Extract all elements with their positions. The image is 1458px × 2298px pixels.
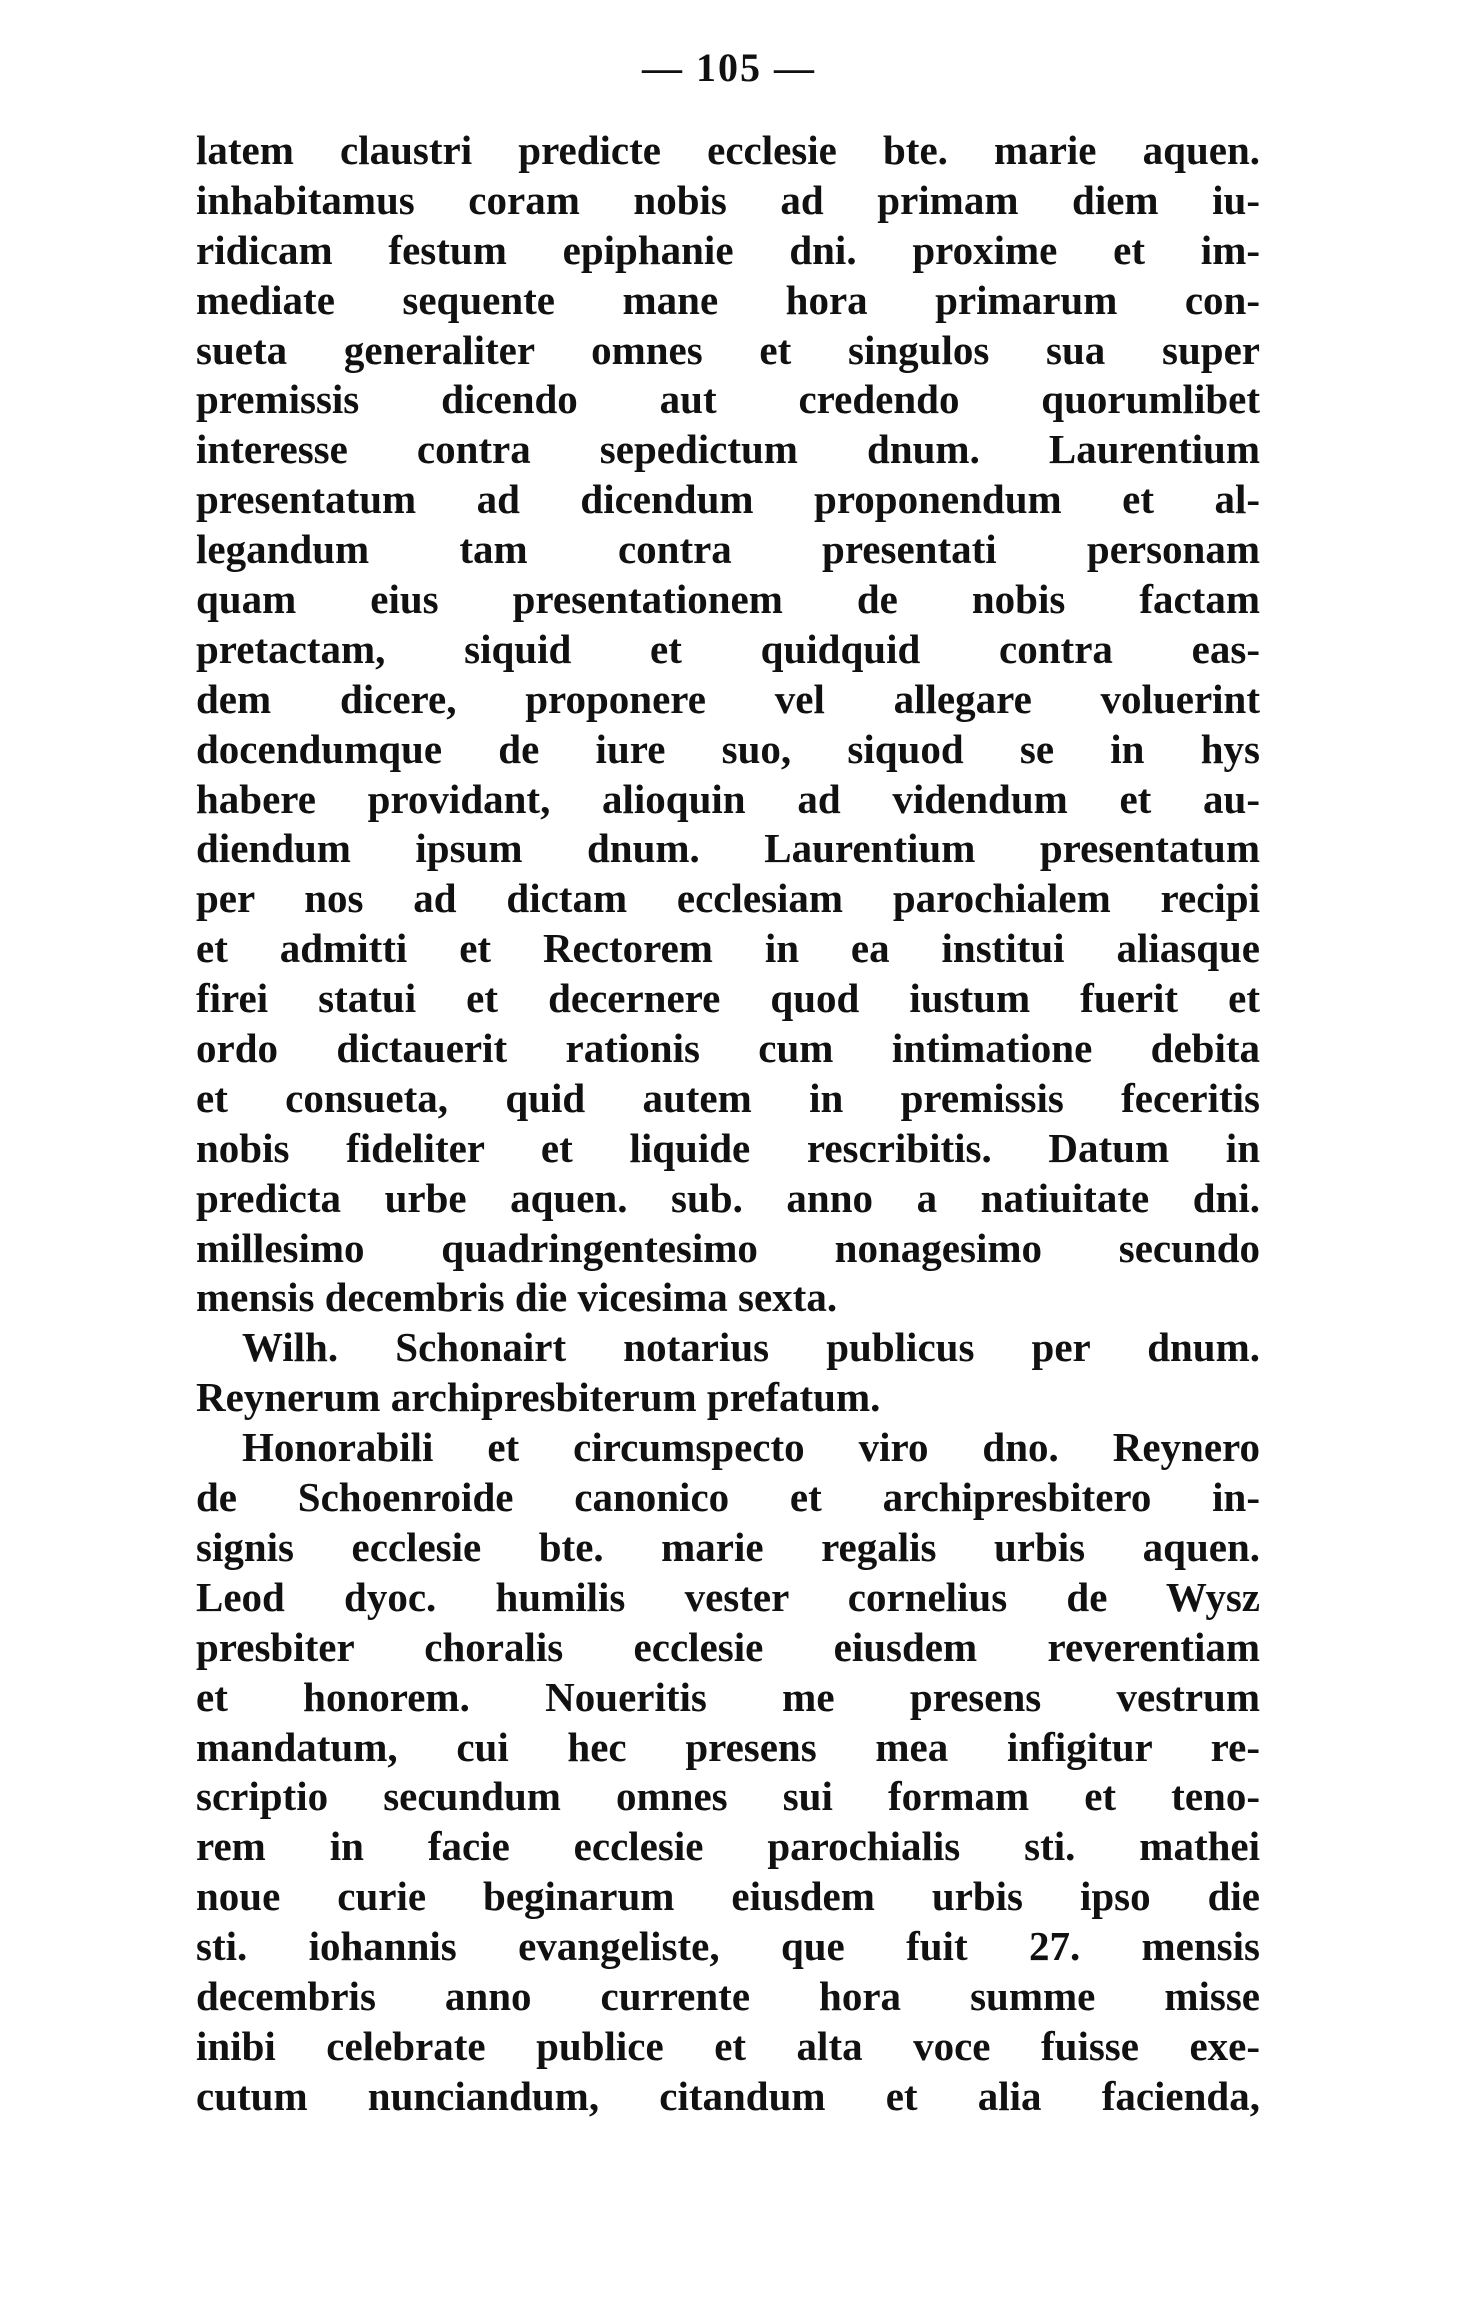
text-line: mensis decembris die vicesima sexta. bbox=[196, 1274, 838, 1321]
text-line: dem dicere, proponere vel allegare voluerint bbox=[196, 675, 1260, 722]
text-line: et consueta, quid autem in premissis feceritis bbox=[196, 1074, 1260, 1121]
text-line: habere providant, alioquin ad videndum et au- bbox=[196, 775, 1260, 822]
paragraph bbox=[196, 1423, 1260, 2121]
text-line: presbiter choralis ecclesie eiusdem reverentiam bbox=[196, 1623, 1260, 1670]
text-line: sueta generaliter omnes et singulos sua super bbox=[196, 326, 1260, 373]
text-line: noue curie beginarum eiusdem urbis ipso die bbox=[196, 1873, 1260, 1920]
text-line: de Schoenroide canonico et archipresbitero in- bbox=[196, 1474, 1260, 1521]
paragraph bbox=[196, 1323, 1260, 1423]
paragraph bbox=[196, 126, 1260, 1323]
text-line: sti. iohannis evangeliste, que fuit 27. mensis bbox=[196, 1923, 1260, 1970]
text-line: premissis dicendo aut credendo quorumlibet bbox=[196, 376, 1260, 423]
text-line: mediate sequente mane hora primarum con- bbox=[196, 276, 1260, 323]
text-line: Wilh. Schonairt notarius publicus per dnum. bbox=[242, 1324, 1260, 1371]
text-line: per nos ad dictam ecclesiam parochialem recipi bbox=[196, 875, 1260, 922]
text-line: Reynerum archipresbiterum prefatum. bbox=[196, 1374, 881, 1421]
text-line: pretactam, siquid et quidquid contra eas- bbox=[196, 625, 1260, 672]
text-line: et honorem. Noueritis me presens vestrum bbox=[196, 1673, 1260, 1720]
text-line: mandatum, cui hec presens mea infigitur re- bbox=[196, 1723, 1260, 1770]
text-line: scriptio secundum omnes sui formam et teno- bbox=[196, 1773, 1260, 1820]
text-line: ridicam festum epiphanie dni. proxime et im- bbox=[196, 226, 1260, 273]
text-line: diendum ipsum dnum. Laurentium presentatum bbox=[196, 825, 1260, 872]
text-line: predicta urbe aquen. sub. anno a natiuitate dni. bbox=[196, 1174, 1260, 1221]
text-line: inibi celebrate publice et alta voce fuisse exe- bbox=[196, 2022, 1260, 2069]
text-line: millesimo quadringentesimo nonagesimo secundo bbox=[196, 1224, 1260, 1271]
page-number: — 105 — bbox=[642, 45, 816, 90]
text-line: cutum nunciandum, citandum et alia facienda, bbox=[196, 2072, 1260, 2119]
text-line: legandum tam contra presentati personam bbox=[196, 526, 1260, 573]
text-line: ordo dictauerit rationis cum intimatione debita bbox=[196, 1025, 1260, 1072]
text-line: firei statui et decernere quod iustum fuerit et bbox=[196, 975, 1260, 1022]
body-text bbox=[196, 126, 1260, 2122]
text-line: presentatum ad dicendum proponendum et al- bbox=[196, 476, 1260, 523]
text-line: rem in facie ecclesie parochialis sti. mathei bbox=[196, 1823, 1260, 1870]
text-line: Leod dyoc. humilis vester cornelius de Wysz bbox=[196, 1573, 1260, 1620]
text-line: interesse contra sepedictum dnum. Laurentium bbox=[196, 426, 1260, 473]
text-line: et admitti et Rectorem in ea institui aliasque bbox=[196, 925, 1260, 972]
text-line: Honorabili et circumspecto viro dno. Reynero bbox=[242, 1424, 1260, 1471]
text-line: inhabitamus coram nobis ad primam diem iu- bbox=[196, 176, 1260, 223]
text-line: latem claustri predicte ecclesie bte. marie aquen. bbox=[196, 127, 1260, 173]
text-line: quam eius presentationem de nobis factam bbox=[196, 576, 1260, 623]
text-line: nobis fideliter et liquide rescribitis. Datum in bbox=[196, 1124, 1260, 1171]
text-line: decembris anno currente hora summe misse bbox=[196, 1972, 1260, 2019]
text-line: docendumque de iure suo, siquod se in hys bbox=[196, 725, 1260, 772]
text-line: signis ecclesie bte. marie regalis urbis aquen. bbox=[196, 1523, 1260, 1570]
